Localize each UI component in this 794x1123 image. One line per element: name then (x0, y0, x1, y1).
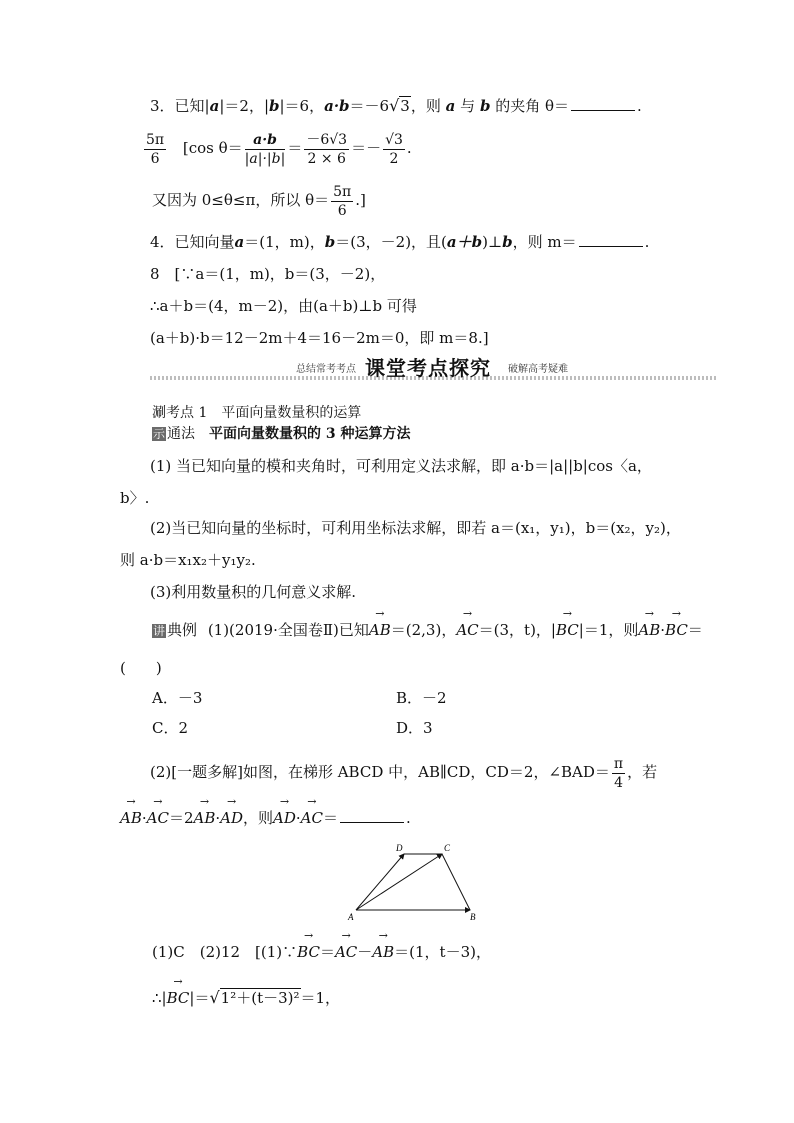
sqrt-icon: √ (209, 988, 220, 1007)
a3-text: ＝ (287, 139, 303, 157)
vector-AB: → AB (120, 808, 142, 828)
vector-AB: → AB (372, 942, 394, 962)
p3-text: 与 (460, 97, 476, 115)
vec-a: a (209, 97, 220, 115)
method-title: 平面向量数量积的 3 种运算方法 (195, 426, 411, 442)
answer-4-line-3: (a＋b)·b＝12－2m＋4＝16－2m＝0，即 m＝8.] (150, 329, 489, 347)
answer-fraction: $\frac{5\pi}{6}$ (146, 131, 165, 167)
q1-text: ＝(3，t)，| (478, 621, 556, 639)
q1-text: (1)(2019·全国卷Ⅱ)已知 (207, 621, 369, 639)
answer-blank (340, 808, 404, 823)
banner-left-text: 总结常考考点 (296, 364, 356, 375)
method-label: 通法 (167, 426, 196, 442)
sqrt-icon: √ (389, 96, 400, 115)
method-1-line-1: (1) 当已知向量的模和夹角时，可利用定义法求解，即 a·b＝|a||b|cos〈a， (150, 457, 652, 475)
a3-text: .] (355, 191, 366, 209)
method-heading (152, 424, 411, 444)
option-c: C．2 (152, 719, 189, 737)
fraction: $\frac{-6√3}{2 \times 6}$ (306, 131, 348, 167)
radicand: 3 (400, 97, 410, 115)
edge-AC (356, 854, 442, 910)
p3-text: |＝6， (279, 97, 325, 115)
edge-CB (442, 854, 470, 910)
vector-AB: → AB (638, 620, 660, 640)
q2-text: · (295, 809, 301, 827)
vector-BC: → BC (556, 620, 579, 640)
problem-4 (150, 232, 649, 252)
q2-text: (2)[一题多解]如图，在梯形 ABCD 中，AB∥CD，CD＝2，∠BAD＝ (150, 763, 610, 781)
p4-text: ，则 m＝ (512, 233, 577, 251)
fraction: $\frac{a\cdot b}{|a|\cdot|b|}$ (244, 131, 286, 167)
method-3: (3)利用数量积的几何意义求解. (150, 583, 357, 601)
section-banner (150, 352, 716, 382)
vector-BC: → BC (297, 942, 320, 962)
example-2-line-2 (120, 808, 411, 828)
example-label: 典例 (167, 621, 198, 639)
p3-text: 的夹角 θ＝ (495, 97, 570, 115)
answer-3 (142, 128, 412, 168)
a3-text: . (406, 139, 412, 157)
sol-text: |＝ (189, 989, 210, 1007)
q2-text: · (215, 809, 221, 827)
option-a: A．－3 (152, 689, 203, 707)
vector-AC: → AC (147, 808, 169, 828)
method-1-line-2: b〉. (120, 489, 150, 507)
vector-BC: → BC (665, 620, 688, 640)
p3-end: . (637, 97, 642, 115)
q1-text: ＝ (687, 621, 703, 639)
p4-text: ＝(3，－2)，且( (335, 233, 447, 251)
vector-AB: → AB (369, 620, 391, 640)
sol-text: ＝(1，t－3)， (394, 943, 491, 961)
q2-text: . (405, 809, 411, 827)
method-2-line-1: (2)当已知向量的坐标时，可利用坐标法求解，即若 a＝(x₁，y₁)，b＝(x₂，y₂)， (150, 519, 681, 537)
answer-paren: ( ) (120, 659, 162, 677)
dot-product: a·b (324, 97, 350, 115)
method-2-line-2: 则 a·b＝x₁x₂＋y₁y₂. (120, 551, 256, 569)
radicand: 1²＋(t－3)² (220, 989, 300, 1007)
vec-b: b (324, 233, 336, 251)
banner-title: 课堂考点探究 (365, 356, 491, 380)
label-B: B (470, 912, 476, 922)
edge-AD (356, 854, 404, 910)
q2-text: ＝ (322, 809, 338, 827)
vector-AC: → AC (335, 942, 357, 962)
vector-AD: → AD (273, 808, 296, 828)
option-d: D．3 (396, 719, 433, 737)
vector-AC: → AC (456, 620, 478, 640)
vec-b: b (269, 97, 280, 115)
a3-text: ＝－ (351, 139, 382, 157)
fraction: $\frac{5\pi}{6}$ (333, 183, 352, 219)
example-2-line-1 (150, 752, 657, 792)
answer-4-line-1: 8 [∵a＝(1，m)，b＝(3，－2)， (150, 265, 386, 283)
sol-text: ∴| (152, 989, 167, 1007)
q2-text: ，则 (243, 809, 274, 827)
section-heading (152, 403, 361, 423)
method-tag: 示 (153, 427, 166, 441)
q2-text: ，若 (627, 763, 658, 781)
p3-text: ，则 (410, 97, 441, 115)
p4-text: )⊥ (482, 233, 503, 251)
heading-title: 考点 1 平面向量数量积的运算 (166, 405, 362, 421)
label-C: C (444, 843, 451, 853)
vec-b: b (502, 233, 513, 251)
banner-right-text: 破解高考疑难 (508, 364, 568, 375)
fraction-pi-4: $\frac{\pi}{4}$ (613, 755, 624, 791)
sol-text: (1)C (2)12 [(1)∵ (152, 943, 298, 961)
q1-text: |＝1，则 (578, 621, 639, 639)
sol-text: ＝1， (300, 989, 341, 1007)
q2-text: ＝2 (168, 809, 194, 827)
p4-end: . (644, 233, 650, 251)
a3-text: 又因为 0≤θ≤π，所以 θ＝ (152, 191, 330, 209)
solution-line-1 (152, 942, 491, 962)
sol-text: ＝ (319, 943, 335, 961)
problem-3 (150, 96, 642, 116)
vec-a: a (234, 233, 245, 251)
vector-AD: → AD (220, 808, 243, 828)
example-1 (152, 620, 703, 640)
p3-text: |＝2，| (219, 97, 269, 115)
sol-text: － (357, 943, 373, 961)
heading-marker: 涮 (152, 405, 166, 421)
p4-text: ＝(1，m)， (244, 233, 325, 251)
answer-blank (571, 96, 635, 111)
label-A: A (348, 912, 354, 922)
q2-text: · (141, 809, 147, 827)
a3-text: [cos θ＝ (182, 139, 243, 157)
vector-BC: → BC (167, 988, 190, 1008)
trapezoid-diagram (346, 840, 486, 922)
solution-line-2 (152, 988, 340, 1008)
p3-text: ＝－6 (349, 97, 390, 115)
vec-sum: a＋b (446, 233, 483, 251)
option-b: B．－2 (396, 689, 447, 707)
vec-b: b (479, 97, 491, 115)
answer-4-line-2: ∴a＋b＝(4，m－2)，由(a＋b)⊥b 可得 (150, 297, 417, 315)
fraction: $\frac{√3}{2}$ (385, 131, 403, 167)
answer-3-line-2 (152, 180, 366, 220)
q1-text: ＝(2,3)， (390, 621, 457, 639)
label-D: D (396, 843, 403, 853)
vector-AB: → AB (194, 808, 216, 828)
q1-text: · (660, 621, 666, 639)
p3-text: 3．已知| (150, 97, 210, 115)
example-tag: 讲 (153, 624, 166, 638)
answer-blank (579, 232, 643, 247)
vec-a: a (445, 97, 456, 115)
p4-text: 4．已知向量 (150, 233, 235, 251)
vector-AC: → AC (301, 808, 323, 828)
